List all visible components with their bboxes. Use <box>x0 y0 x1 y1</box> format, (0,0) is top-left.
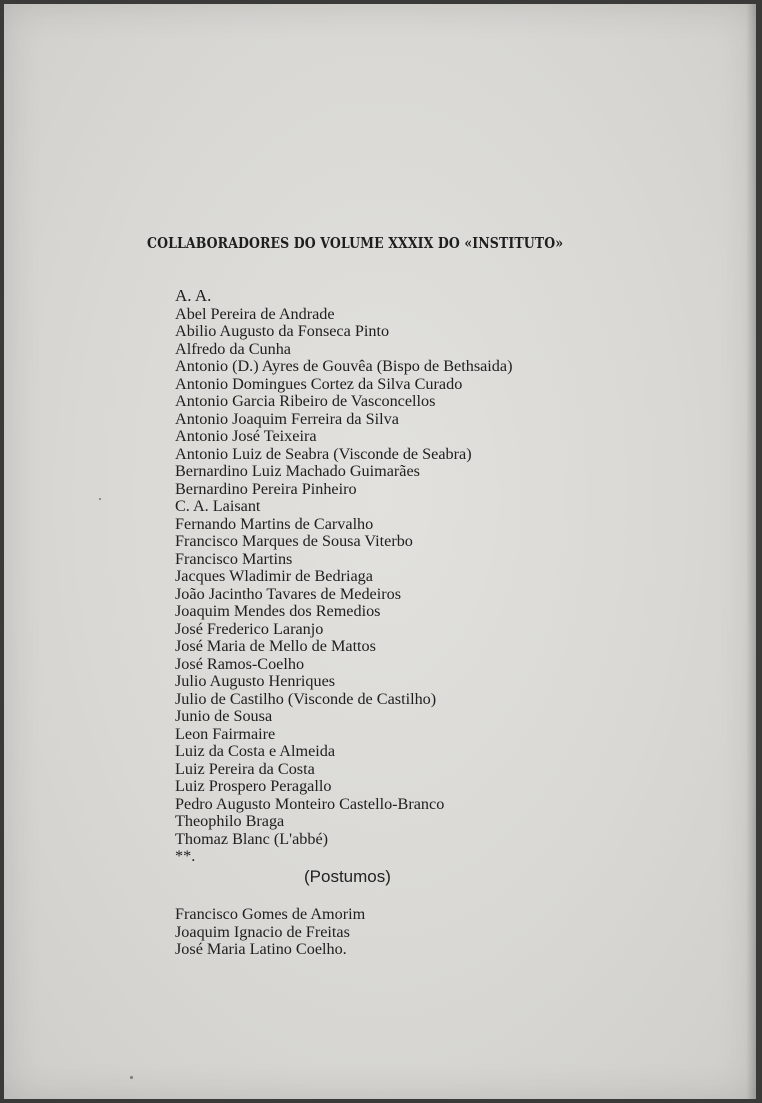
postumos-list <box>175 906 365 959</box>
list-item: Pedro Augusto Monteiro Castello-Branco <box>175 794 445 813</box>
page-edge-shadow <box>746 4 756 1099</box>
list-item: Theophilo Braga <box>175 812 285 830</box>
list-item: Abilio Augusto da Fonseca Pinto <box>175 322 390 340</box>
list-item: Antonio Luiz de Seabra (Visconde de Seabra) <box>175 444 472 463</box>
postumos-heading: (Postumos) <box>304 867 391 886</box>
list-item: Thomaz Blanc (L'abbé) <box>175 829 329 848</box>
paper-speck <box>130 1076 133 1079</box>
list-item: Francisco Marques de Sousa Viterbo <box>175 532 413 550</box>
contributors-list <box>175 287 512 866</box>
list-item: Fernando Martins de Carvalho <box>175 514 374 533</box>
document-page <box>4 4 756 1099</box>
list-item: Jacques Wladimir de Bedriaga <box>175 567 373 585</box>
list-item: Abel Pereira de Andrade <box>175 304 335 323</box>
list-item: Francisco Gomes de Amorim <box>175 905 366 923</box>
list-item: Antonio José Teixeira <box>175 427 317 445</box>
list-item: José Frederico Laranjo <box>175 619 324 638</box>
list-item: Luiz Prospero Peragallo <box>175 777 332 795</box>
list-item: João Jacintho Tavares de Medeiros <box>175 584 402 603</box>
list-item: C. A. Laisant <box>175 497 261 515</box>
list-item: Antonio Domingues Cortez da Silva Curado <box>175 374 463 393</box>
list-item: José Maria Latino Coelho. <box>175 940 347 958</box>
list-item: Junio de Sousa <box>175 707 273 725</box>
page-title: COLLABORADORES DO VOLUME XXXIX DO «INSTITUTO» <box>147 235 564 252</box>
list-item: Francisco Martins <box>175 549 293 568</box>
list-item: Antonio (D.) Ayres de Gouvêa (Bispo de Bethsaida) <box>175 357 513 375</box>
list-item: José Maria de Mello de Mattos <box>175 637 376 655</box>
list-item: Julio de Castilho (Visconde de Castilho) <box>175 689 437 708</box>
list-item: Antonio Garcia Ribeiro de Vasconcellos <box>175 392 436 410</box>
list-item: Julio Augusto Henriques <box>175 672 336 690</box>
list-item: José Ramos-Coelho <box>175 654 305 673</box>
list-item: Leon Fairmaire <box>175 724 276 743</box>
list-item: Alfredo da Cunha <box>175 339 291 358</box>
list-item: Luiz da Costa e Almeida <box>175 742 336 760</box>
list-item: Bernardino Pereira Pinheiro <box>175 479 357 498</box>
list-item: A. A. <box>175 286 212 305</box>
list-item: Joaquim Ignacio de Freitas <box>175 922 350 941</box>
list-item: Antonio Joaquim Ferreira da Silva <box>175 409 399 428</box>
list-item: Joaquim Mendes dos Remedios <box>175 602 381 620</box>
list-item: Bernardino Luiz Machado Guimarães <box>175 462 420 480</box>
list-item: Luiz Pereira da Costa <box>175 759 315 778</box>
paper-speck <box>99 498 101 500</box>
list-item: **. <box>175 847 196 865</box>
